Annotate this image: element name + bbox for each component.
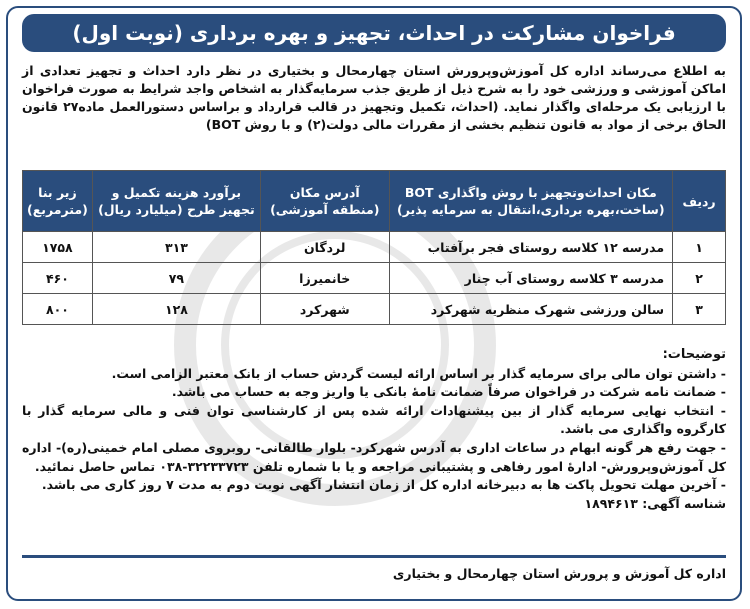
cell-cost: ۷۹	[92, 263, 260, 294]
cell-idx: ۱	[673, 232, 726, 263]
note-item: - داشتن توان مالی برای سرمایه گذار بر اساس ارائه لیست گردش حساب از بانک معتبر الزامی است.	[111, 365, 726, 381]
notes-section	[22, 346, 726, 513]
cell-idx: ۳	[673, 294, 726, 325]
cell-project: سالن ورزشی شهرک منظریه شهرکرد	[389, 294, 673, 325]
projects-table	[22, 170, 726, 325]
cell-project: مدرسه ۱۲ کلاسه روستای فجر برآفتاب	[389, 232, 673, 263]
header-idx: ردیف	[673, 171, 726, 232]
ad-code: شناسه آگهی: ۱۸۹۴۶۱۳	[584, 495, 726, 511]
cell-project: مدرسه ۳ کلاسه روستای آب چنار	[389, 263, 673, 294]
note-item: - انتخاب نهایی سرمایه گذار از بین پیشنهادات ارائه شده پس از کارشناسی توان فنی و مالی سرمایه گذار با کارگروه واگذاری می باشد.	[22, 402, 726, 437]
note-item: - آخرین مهلت تحویل پاکت ها به دبیرخانه اداره کل از زمان انتشار آگهی نوبت دوم به مدت ۷ روز کاری می باشد.	[41, 477, 726, 493]
header-project: مکان احداث‌وتجهیز با روش واگذاری BOT (ساخت،بهره برداری،انتقال به سرمایه پذیر)	[389, 171, 673, 232]
table-row	[23, 294, 726, 325]
table-header-row	[23, 171, 726, 232]
header-area: زیر بنا (مترمربع)	[23, 171, 93, 232]
header-place: آدرس مکان (منطقه آموزشی)	[260, 171, 389, 232]
cell-cost: ۳۱۳	[92, 232, 260, 263]
note-item: - جهت رفع هر گونه ابهام در ساعات اداری به آدرس شهرکرد- بلوار طالقانی- روبروی مصلی امام خمینی(ره)- اداره کل آموزش‌وپرورش- ادارۀ امور رفاهی و پشتیبانی مراجعه و یا با شماره تلفن ۳۲۲۳۳۷۲۳-۰۳۸ تماس حاصل نمائید.	[22, 439, 726, 474]
table-row	[23, 263, 726, 294]
cell-area: ۴۶۰	[23, 263, 93, 294]
cell-cost: ۱۲۸	[92, 294, 260, 325]
issuer-footer: اداره کل آموزش و پرورش استان چهارمحال و بختیاری	[392, 566, 726, 581]
cell-place: خانمیرزا	[260, 263, 389, 294]
table-row	[23, 232, 726, 263]
cell-area: ۱۷۵۸	[23, 232, 93, 263]
cell-area: ۸۰۰	[23, 294, 93, 325]
footer-divider	[22, 555, 726, 558]
header-cost: برآورد هزینه تکمیل و تجهیز طرح (میلیارد ریال)	[92, 171, 260, 232]
note-item: - ضمانت نامه شرکت در فراخوان صرفاً ضمانت نامۀ بانکی یا واریز وجه به حساب می باشد.	[171, 384, 726, 400]
cell-idx: ۲	[673, 263, 726, 294]
cell-place: شهرکرد	[260, 294, 389, 325]
notice-title: فراخوان مشارکت در احداث، تجهیز و بهره برداری (نوبت اول)	[22, 14, 726, 52]
cell-place: لردگان	[260, 232, 389, 263]
notes-heading: توضیحات:	[662, 347, 726, 362]
intro-paragraph: به اطلاع می‌رساند اداره کل آموزش‌وپرورش استان چهارمحال و بختیاری در نظر دارد احداث و تجهیز تعدادی از اماکن آموزشی و ورزشی خود را به شرح ذیل از طریق جذب سرمایه‌گذار به اشخاص واجد شرایط به صورت فراخوان با ارزیابی یک مرحله‌ای واگذار نماید. (احداث، تکمیل وتجهیز در قالب قرارداد و براساس دستورالعمل ماده۲۷ قانون الحاق برخی از مواد به قانون تنظیم بخشی از مقررات مالی دولت(۲) و با روش BOT)	[22, 63, 726, 132]
